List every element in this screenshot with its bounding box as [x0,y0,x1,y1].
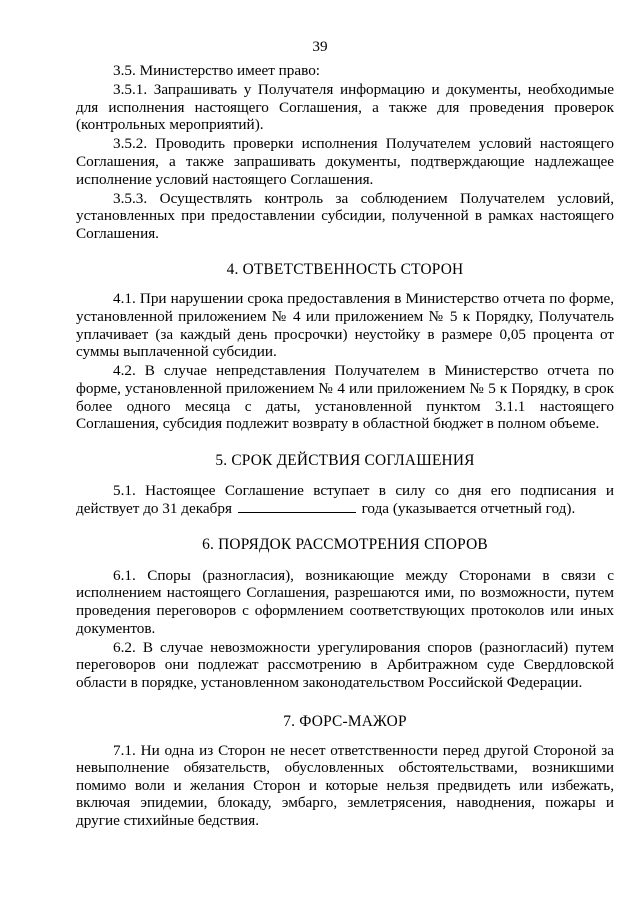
section-heading-term: 5. СРОК ДЕЙСТВИЯ СОГЛАШЕНИЯ [215,451,475,469]
clause-5-1-text-start: 5.1. Настоящее Соглашение вступает в силу со дня его подписания и действует до 31 декабря [76,481,614,518]
clause-3-5: 3.5. Министерство имеет право: [113,62,321,79]
clause-3-5-3: 3.5.3. Осуществлять контроль за соблюдением Получателем условий, установленных при предоставлении субсидии, полученной в рамках настоящего Соглашения. [76,189,614,242]
clause-7-1: 7.1. Ни одна из Сторон не несет ответственности перед другой Стороной за невыполнение обязательств, обусловленных обстоятельствами, возникшими помимо воли и желания Сторон и которые нельзя предвидеть или избежать, включая эпидемии, блокаду, эмбарго, землетрясения, наводнения, пожары и другие стихийные бедствия. [76,741,614,829]
clause-3-5-1: 3.5.1. Запрашивать у Получателя информацию и документы, необходимые для исполнения настоящего Соглашения, а также для проведения проверок (контрольных мероприятий). [76,81,614,134]
section-heading-force-majeure: 7. ФОРС-МАЖОР [283,712,407,730]
clause-4-1: 4.1. При нарушении срока предоставления в Министерство отчета по форме, установленной приложением № 4 или приложением № 5 к Порядку, Получатель уплачивает (за каждый день просрочки) неустойку в размере 0,05 процента от суммы выплаченной субсидии. [76,290,614,361]
year-blank-line [238,499,356,513]
clause-4-2: 4.2. В случае непредставления Получателем в Министерство отчета по форме, установленной приложением № 4 или приложением № 5 к Порядку, в срок более одного месяца с даты, установленной пунктом 3.1.1 настоящего Соглашения, субсидия подлежит возврату в областной бюджет в полном объеме. [76,362,614,433]
clause-5-1-text-end: года (указывается отчетный год). [361,500,576,518]
document-body [76,62,614,831]
clause-5-1 [76,482,614,518]
clause-6-1: 6.1. Споры (разногласия), возникающие между Сторонами в связи с исполнением настоящего Соглашения, разрешаются ими, по возможности, путем проведения переговоров с оформлением соответствующих протоколов или иных документов. [76,566,614,637]
section-heading-liability: 4. ОТВЕТСТВЕННОСТЬ СТОРОН [226,261,464,279]
clause-6-2: 6.2. В случае невозможности урегулирования споров (разногласий) путем переговоров они подлежат рассмотрению в Арбитражном суде Свердловской области в порядке, установленном законодательством Российской Федерации. [76,638,614,691]
page-number: 39 [312,38,328,55]
clause-3-5-2: 3.5.2. Проводить проверки исполнения Получателем условий настоящего Соглашения, а также запрашивать документы, подтверждающие надлежащее исполнение условий настоящего Соглашения. [76,135,614,188]
section-heading-disputes: 6. ПОРЯДОК РАССМОТРЕНИЯ СПОРОВ [202,535,488,553]
